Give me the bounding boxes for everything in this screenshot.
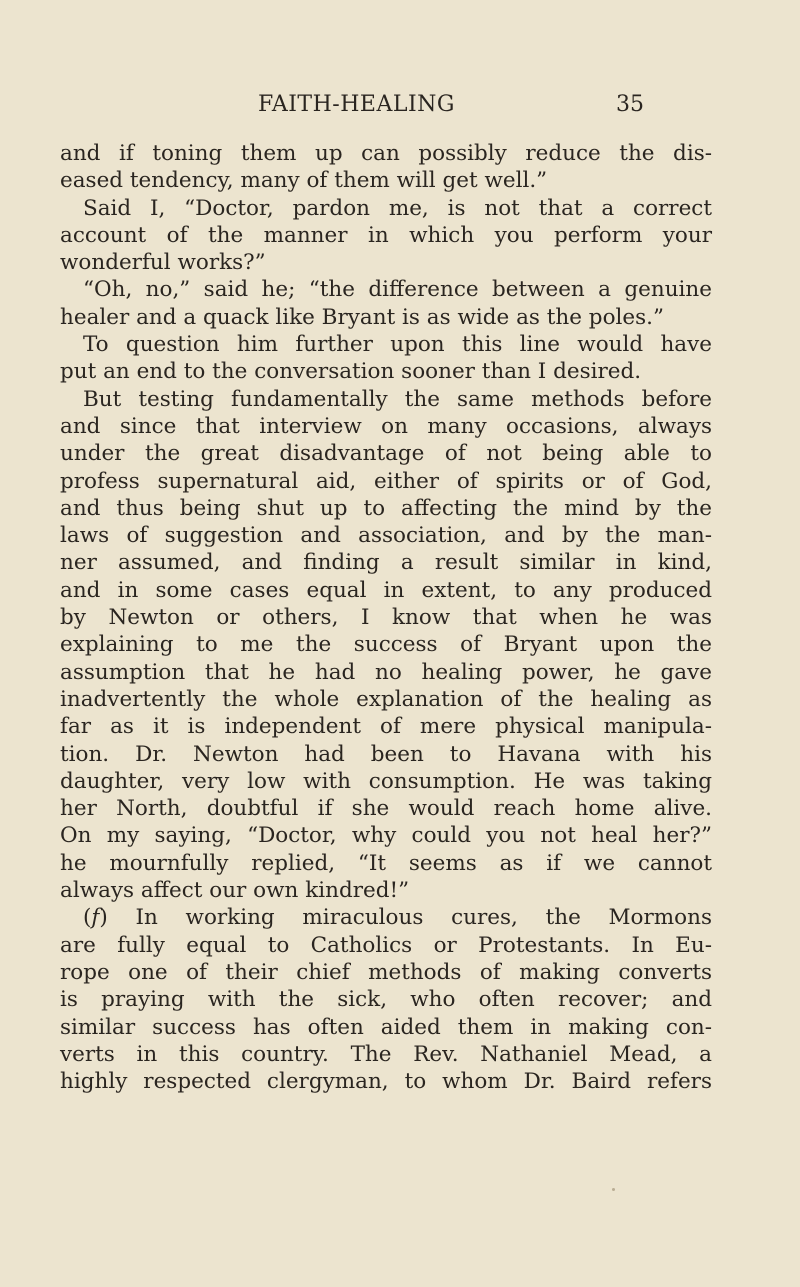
text-line: always affect our own kindred!” bbox=[60, 878, 410, 904]
text-line: is praying with the sick, who often recover; and bbox=[60, 987, 712, 1013]
page-number: 35 bbox=[616, 92, 644, 117]
text-line: highly respected clergyman, to whom Dr. Baird refers bbox=[60, 1069, 712, 1095]
body-text bbox=[60, 140, 712, 1095]
text-line: wonderful works?” bbox=[60, 250, 266, 276]
text-line: laws of suggestion and association, and by the man- bbox=[60, 523, 712, 549]
text-line: put an end to the conversation sooner than I desired. bbox=[60, 359, 642, 385]
text-line: far as it is independent of mere physical manipula- bbox=[60, 714, 712, 740]
text-line: healer and a quack like Bryant is as wide as the poles.” bbox=[60, 304, 664, 330]
text-line: account of the manner in which you perform your bbox=[60, 222, 712, 248]
text-line: under the great disadvantage of not being able to bbox=[60, 441, 712, 467]
text-line: On my saying, “Doctor, why could you not heal her?” bbox=[60, 823, 712, 849]
running-head bbox=[0, 92, 800, 122]
text-line: and since that interview on many occasions, always bbox=[60, 413, 712, 439]
text-line: explaining to me the success of Bryant upon the bbox=[60, 632, 712, 658]
text-line: daughter, very low with consumption. He was taking bbox=[60, 768, 712, 794]
text-line: “Oh, no,” said he; “the difference between a genuine bbox=[83, 277, 712, 303]
text-line: he mournfully replied, “It seems as if we cannot bbox=[60, 850, 712, 876]
text-line: ner assumed, and finding a result similar in kind, bbox=[60, 550, 712, 576]
text-line: similar success has often aided them in making con- bbox=[60, 1014, 712, 1040]
text-line: by Newton or others, I know that when he was bbox=[60, 605, 712, 631]
text-line: But testing fundamentally the same methods before bbox=[83, 386, 712, 412]
text-line: rope one of their chief methods of making converts bbox=[60, 959, 712, 985]
text-line: eased tendency, many of them will get well.” bbox=[60, 168, 548, 194]
paper-speck bbox=[612, 1188, 615, 1191]
text-line: assumption that he had no healing power, he gave bbox=[60, 659, 712, 685]
text-line: profess supernatural aid, either of spirits or of God, bbox=[60, 468, 712, 494]
text-line: tion. Dr. Newton had been to Havana with his bbox=[60, 741, 712, 767]
text-line: and thus being shut up to affecting the mind by the bbox=[60, 495, 712, 521]
text-line: To question him further upon this line would have bbox=[83, 332, 712, 358]
text-line: Said I, “Doctor, pardon me, is not that a correct bbox=[83, 195, 712, 221]
text-line: and if toning them up can possibly reduce the dis- bbox=[60, 141, 712, 166]
text-line: her North, doubtful if she would reach home alive. bbox=[60, 796, 712, 822]
running-title: FAITH-HEALING bbox=[258, 92, 455, 117]
text-line: (f) In working miraculous cures, the Mormons bbox=[83, 905, 712, 931]
text-line: inadvertently the whole explanation of the healing as bbox=[60, 686, 712, 712]
text-line: are fully equal to Catholics or Protestants. In Eu- bbox=[60, 932, 712, 958]
text-line: and in some cases equal in extent, to any produced bbox=[60, 577, 712, 603]
text-line: verts in this country. The Rev. Nathaniel Mead, a bbox=[60, 1041, 712, 1067]
